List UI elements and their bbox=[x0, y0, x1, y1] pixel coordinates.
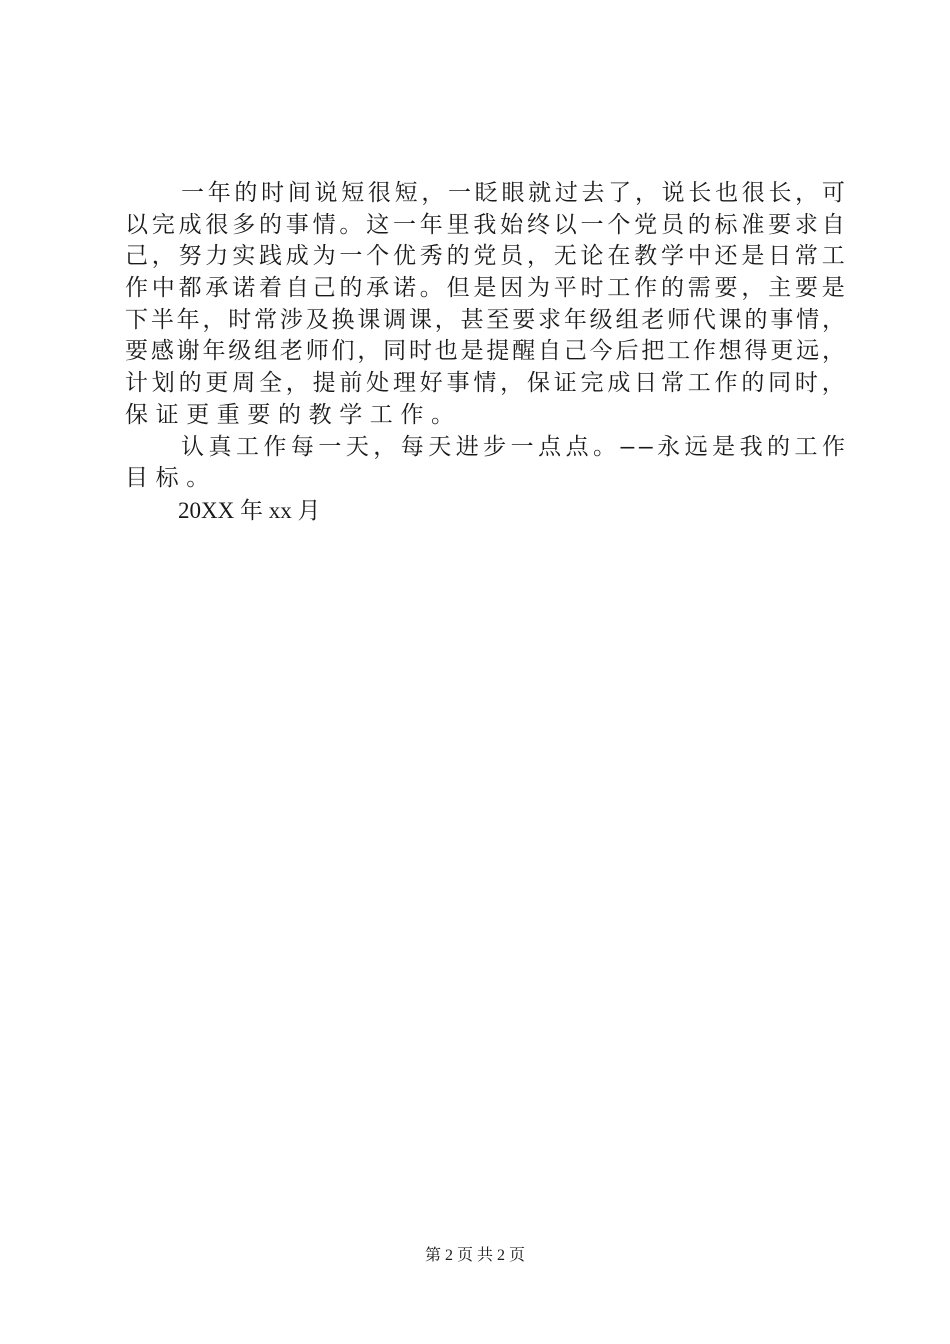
paragraph-1-line-1: 一 年 的 时 间 说 短 很 短 ， 一 眨 眼 就 过 去 了 ， 说 长 也 很 长 ， 可 bbox=[181, 180, 845, 206]
paragraph-1-line-2: 以 完 成 很 多 的 事 情 。 这 一 年 里 我 始 终 以 一 个 党 员 的 标 准 要 求 自 bbox=[125, 211, 845, 238]
document-date: 20XX 年 xx 月 bbox=[178, 497, 321, 523]
paragraph-1-line-4: 作 中 都 承 诺 着 自 己 的 承 诺 。 但 是 因 为 平 时 工 作 的 需 要 ， 主 要 是 bbox=[125, 275, 845, 302]
document-body bbox=[125, 178, 845, 527]
paragraph-1-line-3: 己 ， 努 力 实 践 成 为 一 个 优 秀 的 党 员 ， 无 论 在 教 学 中 还 是 日 常 工 bbox=[125, 243, 845, 270]
paragraph-2-line-2: 目标。 bbox=[125, 465, 217, 492]
paragraph-1-line-8: 保证更重要的教学工作。 bbox=[125, 401, 462, 428]
page-indicator: 第 2 页 共 2 页 bbox=[424, 1247, 525, 1264]
paragraph-2-line-1: 认 真 工 作 每 一 天 ， 每 天 进 步 一 点 点 。 — — 永 远 是 我 的 工 作 bbox=[181, 433, 845, 460]
paragraph-1-line-5: 下 半 年 ， 时 常 涉 及 换 课 调 课 ， 甚 至 要 求 年 级 组 老 师 代 课 的 事 情 ， bbox=[125, 306, 845, 333]
page-footer bbox=[0, 1242, 950, 1265]
paragraph-1-line-7: 计 划 的 更 周 全 ， 提 前 处 理 好 事 情 ， 保 证 完 成 日 常 工 作 的 同 时 ， bbox=[125, 370, 845, 397]
paragraph-1-line-6: 要 感 谢 年 级 组 老 师 们 ， 同 时 也 是 提 醒 自 己 今 后 把 工 作 想 得 更 远 ， bbox=[125, 338, 845, 365]
